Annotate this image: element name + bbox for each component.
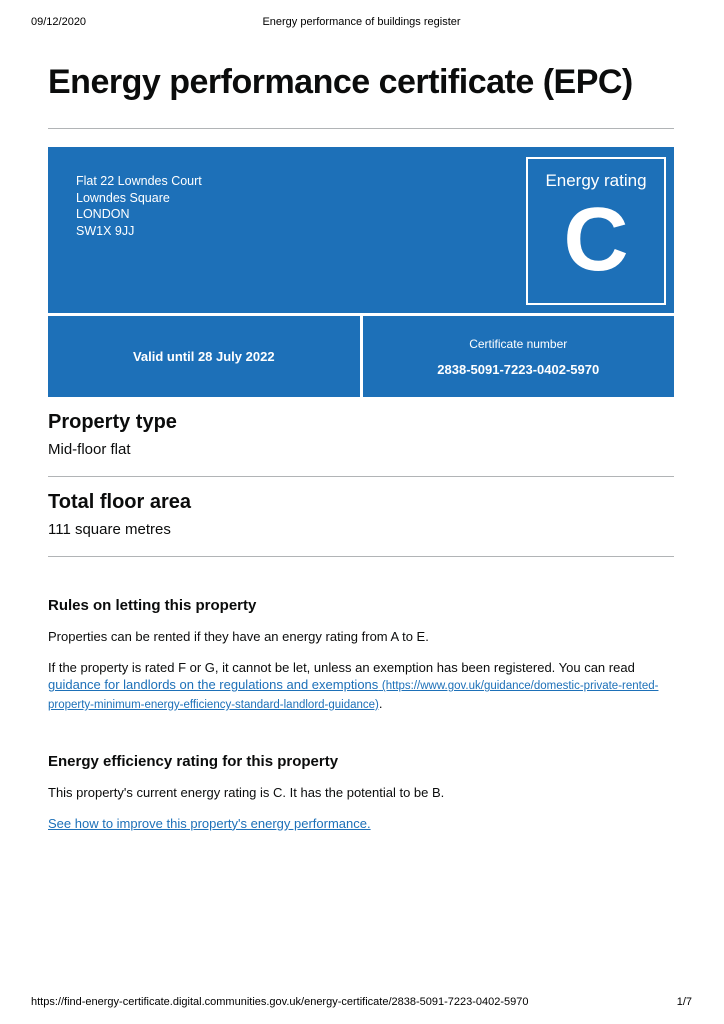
print-date: 09/12/2020: [31, 16, 87, 28]
certificate-number-value: 2838-5091-7223-0402-5970: [437, 361, 600, 377]
landlord-guidance-link-url: (https://www.gov.uk/guidance/domestic-private-rented-property-minimum-energy-efficiency-standard-landlord-guidance): [48, 680, 659, 711]
rules-paragraph-2-prefix: If the property is rated F or G, it cannot be let, unless an exemption has been registered. You can read: [48, 659, 635, 675]
address-line: LONDON: [76, 207, 130, 222]
valid-until-cell: [48, 316, 360, 397]
total-floor-area-label: Total floor area: [48, 491, 191, 514]
property-type-fact: [48, 397, 674, 477]
print-document-title: Energy performance of buildings register: [262, 16, 461, 28]
footer-url: https://find-energy-certificate.digital.communities.gov.uk/energy-certificate/2838-5091-7223-0402-5970: [31, 996, 529, 1008]
address-line: SW1X 9JJ: [76, 223, 135, 238]
rules-paragraph-2-suffix: .: [378, 695, 383, 711]
summary-meta-row: [48, 316, 674, 397]
print-header: [31, 16, 692, 28]
footer-page-number: 1/7: [676, 996, 692, 1008]
address-line: Flat 22 Lowndes Court: [76, 174, 202, 189]
certificate-summary: [48, 147, 674, 397]
valid-until-text: Valid until 28 July 2022: [132, 349, 275, 365]
total-floor-area-fact: [48, 477, 674, 557]
certificate-number-cell: [363, 316, 675, 397]
total-floor-area-value: 111 square metres: [48, 521, 171, 539]
energy-efficiency-section: [48, 753, 674, 832]
page-title: Energy performance certificate (EPC): [48, 63, 633, 101]
energy-rating-box: [526, 157, 666, 305]
efficiency-body: This property's current energy rating is C. It has the potential to be B.: [48, 785, 445, 801]
improve-performance-link[interactable]: See how to improve this property's energy performance.: [48, 815, 371, 831]
summary-address-panel: [48, 147, 674, 313]
rules-paragraph-2: [48, 659, 674, 714]
rules-paragraph-1: Properties can be rented if they have an energy rating from A to E.: [48, 629, 429, 645]
print-footer: [31, 996, 692, 1008]
rules-on-letting-section: [48, 597, 674, 713]
property-type-value: Mid-floor flat: [48, 441, 131, 459]
property-type-label: Property type: [48, 411, 177, 434]
energy-rating-letter: C: [563, 190, 629, 291]
divider: [48, 128, 674, 129]
efficiency-heading: Energy efficiency rating for this property: [48, 753, 339, 771]
rules-heading: Rules on letting this property: [48, 597, 257, 615]
energy-rating-label: Energy rating: [545, 171, 647, 191]
landlord-guidance-link-text: guidance for landlords on the regulations and exemptions: [48, 677, 379, 693]
certificate-page: [48, 0, 674, 832]
address-line: Lowndes Square: [76, 190, 170, 205]
landlord-guidance-link[interactable]: [48, 677, 658, 711]
certificate-number-label: Certificate number: [469, 336, 568, 351]
